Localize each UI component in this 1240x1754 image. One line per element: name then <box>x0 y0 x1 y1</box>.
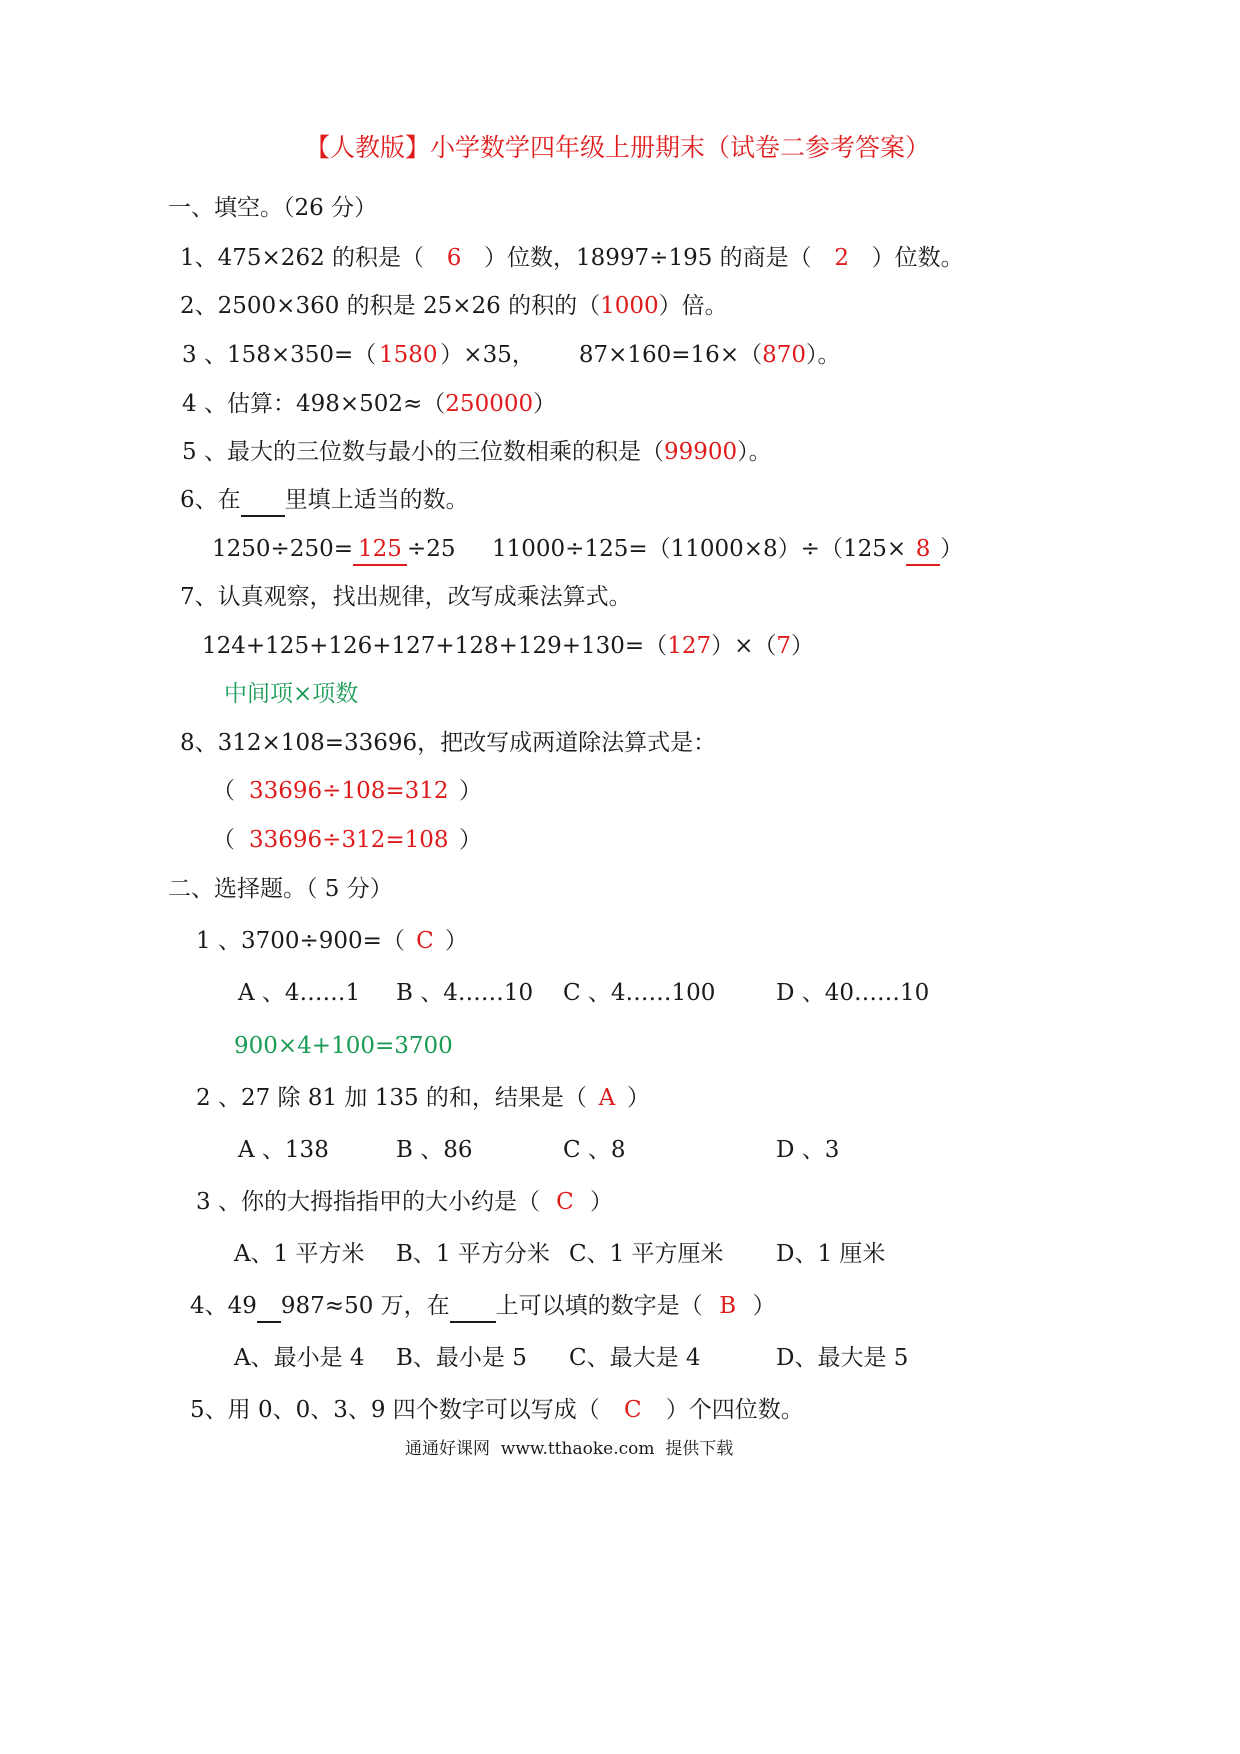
q2-2-opt-d: D 、3 <box>776 1137 840 1163</box>
q2-1-opt-d: D 、40……10 <box>776 980 930 1006</box>
q2-3-opt-c: C、1 平方厘米 <box>569 1241 724 1267</box>
answer: C <box>623 1397 642 1423</box>
title-edition: 【人教版】 <box>305 133 431 162</box>
q2-2-opt-b: B 、86 <box>396 1137 473 1163</box>
q2-5: 5、用 0、0、3、9 四个数字可以写成（ C ）个四位数。 <box>190 1397 804 1423</box>
q2-3-opt-b: B、1 平方分米 <box>396 1241 550 1267</box>
answer: 6 <box>446 245 462 271</box>
answer: 8 <box>906 534 940 566</box>
q1-7-eq: 124+125+126+127+128+129+130=（127）×（7） <box>202 633 815 659</box>
answer: 7 <box>776 633 792 659</box>
answer: 1000 <box>600 293 659 319</box>
answer: A <box>598 1085 616 1111</box>
page-title <box>305 133 930 163</box>
q1-6: 6、在 里填上适当的数。 <box>180 485 469 517</box>
answer: 1580 <box>379 342 438 368</box>
q1-3: 3 、158×350=（ 1580 ）×35， 87×160=16×（870）。 <box>182 342 841 368</box>
q2-3-opt-a: A、1 平方米 <box>234 1241 365 1267</box>
answer: 127 <box>667 633 712 659</box>
q1-8: 8、312×108=33696，把改写成两道除法算式是： <box>180 730 717 756</box>
answer: 125 <box>353 534 407 566</box>
q2-2: 2 、27 除 81 加 135 的和，结果是（ A ） <box>196 1085 650 1111</box>
answer: 250000 <box>445 391 534 417</box>
q1-6-eq2: 11000÷125=（11000×8）÷（125× 8 ） <box>492 534 963 566</box>
q1-7: 7、认真观察，找出规律，改写成乘法算式。 <box>180 584 632 610</box>
title-main: 小学数学四年级上册期末（试卷二参考答案） <box>430 133 931 162</box>
q2-1-opt-b: B 、4……10 <box>396 980 534 1006</box>
section2-heading: 二、选择题。（ 5 分） <box>168 876 393 902</box>
q2-4: 4、49 987≈50 万，在 上可以填的数字是（ B ） <box>190 1291 776 1323</box>
answer: 99900 <box>663 439 738 465</box>
answer: C <box>556 1189 574 1215</box>
q2-1-opt-c: C 、4……100 <box>563 980 716 1006</box>
q1-7-hint: 中间项×项数 <box>224 681 359 707</box>
q2-3: 3 、你的大拇指指甲的大小约是（ C ） <box>196 1189 613 1215</box>
q2-2-opt-c: C 、8 <box>563 1137 626 1163</box>
q1-6-eq1: 1250÷250= 125 ÷25 <box>212 534 456 566</box>
q1-2: 2、2500×360 的积是 25×26 的积的（1000）倍。 <box>180 293 728 319</box>
answer: B <box>719 1293 737 1319</box>
q2-1-opt-a: A 、4……1 <box>238 980 361 1006</box>
q2-4-opt-b: B、最小是 5 <box>396 1345 527 1371</box>
q1-8-ans1: （ 33696÷108=312 ） <box>212 778 482 804</box>
q1-4: 4 、估算：498×502≈（250000） <box>182 391 557 417</box>
answer: 2 <box>834 245 849 271</box>
q2-4-opt-c: C、最大是 4 <box>569 1345 701 1371</box>
q2-3-opt-d: D、1 厘米 <box>776 1241 886 1267</box>
q2-4-opt-a: A、最小是 4 <box>234 1345 365 1371</box>
q2-1-hint: 900×4+100=3700 <box>234 1033 453 1059</box>
answer: 870 <box>762 342 806 368</box>
page-footer: 通通好课网 www.tthaoke.com 提供下载 <box>405 1439 734 1459</box>
q1-8-ans2: （ 33696÷312=108 ） <box>212 827 482 853</box>
q2-1: 1 、3700÷900=（ C ） <box>196 928 468 954</box>
answer: 33696÷108=312 <box>249 778 449 804</box>
q1-5: 5 、最大的三位数与最小的三位数相乘的积是（99900）。 <box>182 439 772 465</box>
answer: 33696÷312=108 <box>249 827 449 853</box>
q1-1: 1、475×262 的积是（ 6 ）位数，18997÷195 的商是（ 2 ）位数。 <box>180 245 964 271</box>
answer: C <box>416 928 434 954</box>
section1-heading: 一、填空。（26 分） <box>168 195 378 221</box>
q2-2-opt-a: A 、138 <box>238 1137 329 1163</box>
q2-4-opt-d: D、最大是 5 <box>776 1345 909 1371</box>
